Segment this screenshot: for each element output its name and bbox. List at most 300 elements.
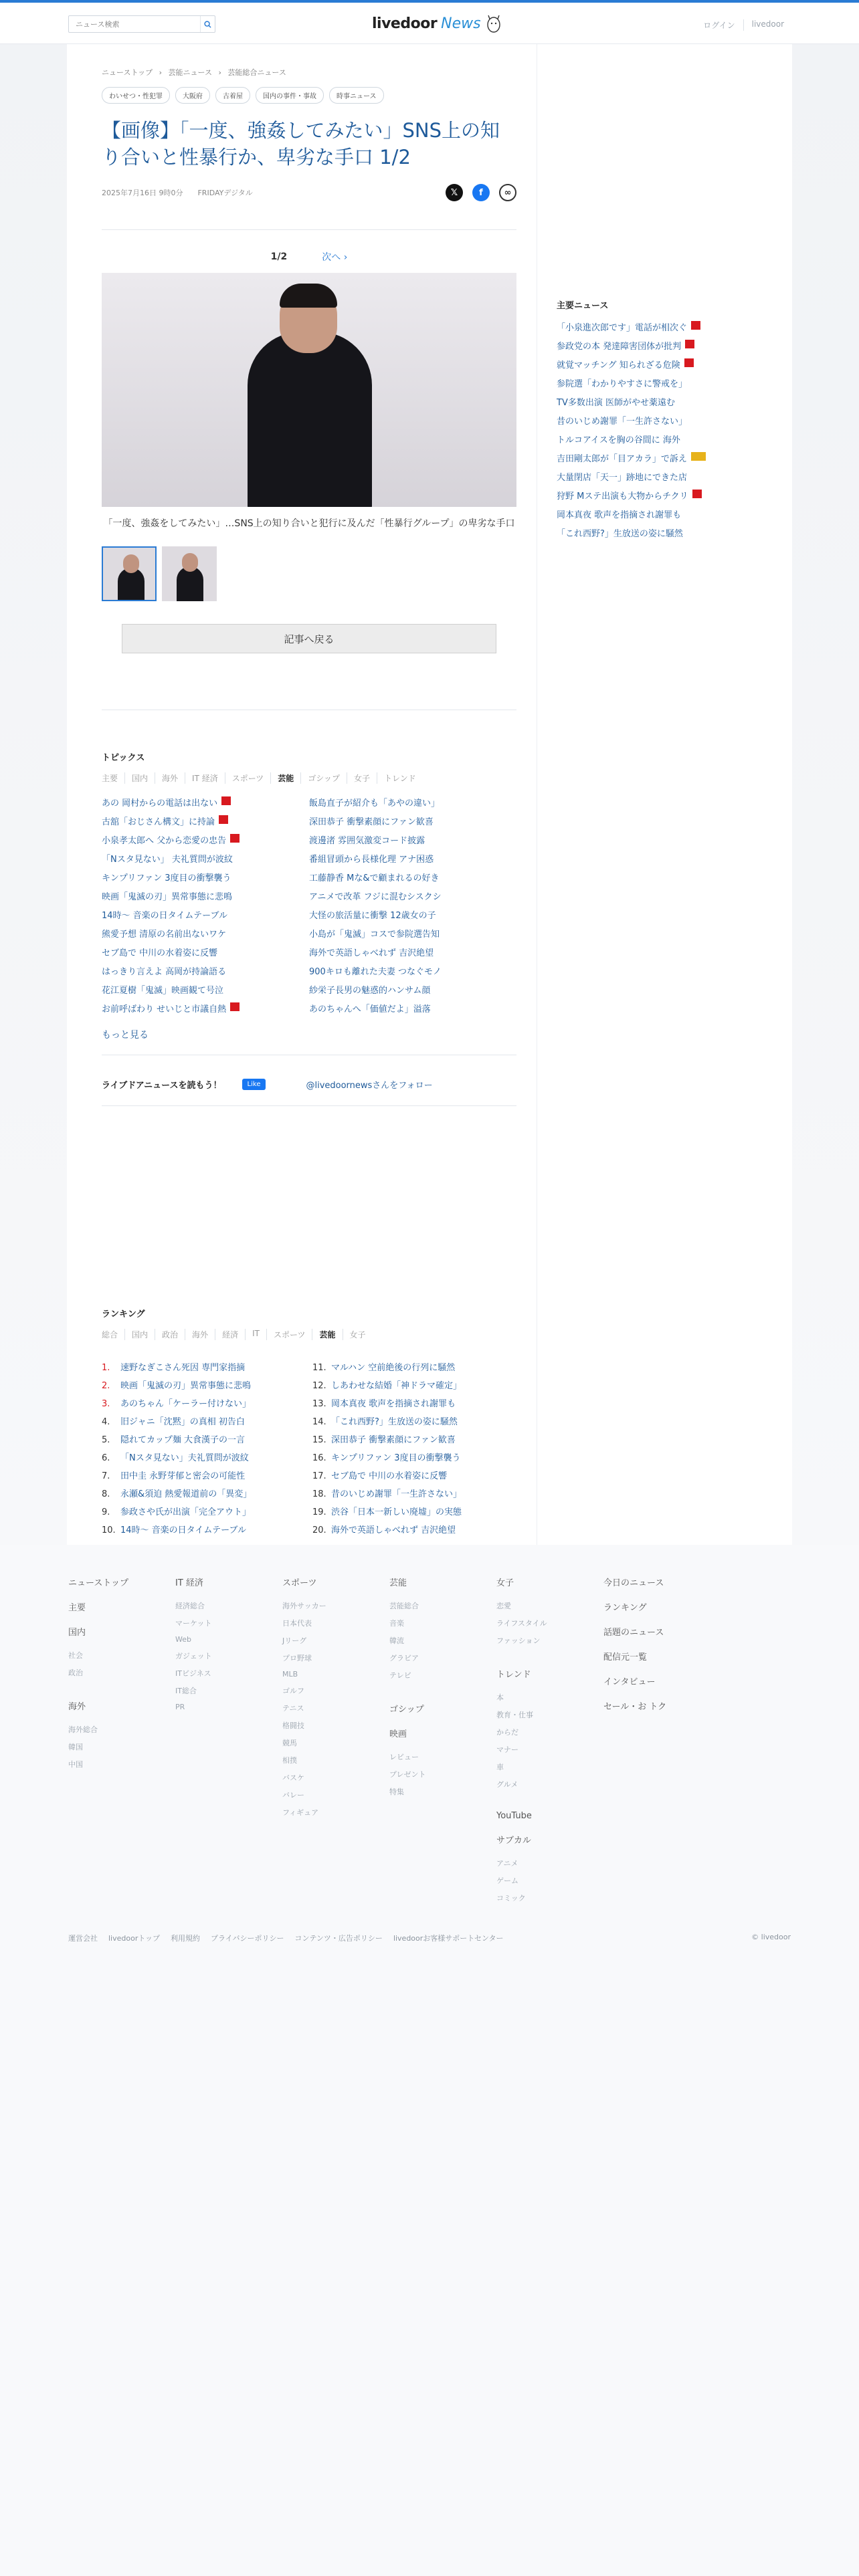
topic-item[interactable] xyxy=(102,908,309,921)
footer-link[interactable]: プロ野球 xyxy=(282,1654,312,1662)
breadcrumb-entertainment[interactable]: 芸能ニュース xyxy=(168,68,212,77)
new-badge xyxy=(685,340,694,348)
sidebar-news-item[interactable] xyxy=(557,470,731,483)
sidebar-news-item[interactable] xyxy=(557,451,731,464)
footer-heading[interactable]: 話題のニュース xyxy=(603,1628,664,1638)
footer-heading[interactable]: 主要 xyxy=(68,1603,86,1613)
footer-bottom-link[interactable]: 利用規約 xyxy=(171,1934,201,1943)
footer-link[interactable]: フィギュア xyxy=(282,1808,319,1817)
footer-bottom-link[interactable]: livedoorトップ xyxy=(108,1934,161,1943)
footer-link[interactable]: マーケット xyxy=(175,1619,212,1628)
sidebar-news-text: 就覚マッチング 知られざる危険 xyxy=(557,360,680,370)
category-tab[interactable]: 女子 xyxy=(343,1329,373,1340)
footer-link[interactable]: プレゼント xyxy=(389,1770,426,1779)
footer-bottom-link[interactable]: 運営会社 xyxy=(68,1934,98,1943)
sidebar-news-text: 参政党の本 発達障害団体が批判 xyxy=(557,342,682,352)
tag-item[interactable]: わいせつ・性犯罪 xyxy=(102,87,170,104)
site-logo[interactable] xyxy=(372,12,502,35)
footer-heading[interactable]: サブカル xyxy=(496,1836,531,1846)
rank-number: 12. xyxy=(312,1381,326,1391)
footer-bottom-link[interactable]: コンテンツ・広告ポリシー xyxy=(294,1934,383,1943)
topic-text: 14時〜 音楽の日タイムテーブル xyxy=(102,911,227,921)
footer-heading[interactable]: 映画 xyxy=(389,1729,407,1739)
new-badge xyxy=(684,358,694,367)
back-to-article-button[interactable]: 記事へ戻る xyxy=(122,624,496,653)
sidebar-news-item[interactable] xyxy=(557,377,731,389)
sidebar-news-item[interactable] xyxy=(557,526,731,539)
sidebar-news-item[interactable] xyxy=(557,508,731,520)
footer-link[interactable]: アニメ xyxy=(496,1859,518,1868)
rank-text: セブ島で 中川の水着姿に反響 xyxy=(331,1471,448,1481)
ranking-list xyxy=(102,1360,516,1535)
thumbnail-1[interactable] xyxy=(102,546,157,601)
topic-item[interactable] xyxy=(309,927,516,940)
footer-link[interactable]: グルメ xyxy=(496,1780,518,1789)
more-link[interactable]: もっと見る xyxy=(102,1030,149,1041)
topic-text: 映画「鬼滅の刃」異常事態に悲鳴 xyxy=(102,892,233,902)
rank-number: 11. xyxy=(312,1363,326,1373)
ranking-item[interactable] xyxy=(102,1360,312,1373)
page-background xyxy=(0,44,859,1549)
ranking-item[interactable] xyxy=(312,1487,516,1499)
topic-item[interactable] xyxy=(309,908,516,921)
site-footer xyxy=(0,1545,859,2576)
photo-figure-hair xyxy=(280,284,337,308)
footer-bottom xyxy=(68,1933,791,1943)
category-tab[interactable]: 政治 xyxy=(155,1329,185,1340)
social-follow xyxy=(102,1078,516,1091)
tag-item[interactable]: 時事ニュース xyxy=(329,87,384,104)
footer-link[interactable]: グラビア xyxy=(389,1654,419,1662)
footer-link[interactable]: IT総合 xyxy=(175,1687,197,1695)
rank-text: キンプリファン 3度目の衝撃襲う xyxy=(331,1453,461,1463)
thumbnail-strip xyxy=(102,546,516,601)
footer-link[interactable]: 車 xyxy=(496,1763,504,1772)
rank-number: 3. xyxy=(102,1399,110,1409)
footer-link[interactable]: コミック xyxy=(496,1894,526,1903)
pager-next[interactable] xyxy=(322,250,347,263)
rank-text: 旧ジャニ「沈黙」の真相 初告白 xyxy=(120,1417,245,1427)
ranking-item[interactable] xyxy=(102,1378,312,1391)
footer-link[interactable]: ガジェット xyxy=(175,1652,212,1660)
topic-text: 小泉孝太郎へ 父から恋愛の忠告 xyxy=(102,836,227,846)
breadcrumb-separator: › xyxy=(218,68,221,77)
topic-text: お前呼ばわり せいじと市議自熱 xyxy=(102,1004,227,1014)
tag-item[interactable]: 古着屋 xyxy=(215,87,250,104)
rank-text: 深田恭子 衝撃素顔にファン歓喜 xyxy=(331,1435,456,1445)
category-tab[interactable]: IT xyxy=(245,1329,266,1340)
topic-text: アニメで改革 フジに混むシスクシ xyxy=(309,892,442,902)
twitter-follow-link[interactable]: @livedoornewsさんをフォロー xyxy=(306,1081,433,1091)
footer-link[interactable]: 相撲 xyxy=(282,1756,297,1765)
rank-number: 16. xyxy=(312,1453,326,1463)
rank-number: 8. xyxy=(102,1489,110,1499)
footer-heading[interactable]: スポーツ xyxy=(282,1578,317,1588)
logo-text: livedoor xyxy=(372,15,438,32)
sidebar-news-text: 参院選「わかりやすさに警戒を」 xyxy=(557,379,688,389)
topic-item[interactable] xyxy=(102,964,309,977)
footer-link[interactable]: 海外サッカー xyxy=(282,1602,326,1610)
footer-link[interactable]: からだ xyxy=(496,1728,518,1737)
new-badge xyxy=(230,1002,240,1011)
footer-spacer xyxy=(496,1910,603,1925)
category-tab[interactable]: 主要 xyxy=(102,774,118,783)
sidebar-heading: 主要ニュース xyxy=(557,301,609,311)
breadcrumb xyxy=(102,44,516,78)
ranking-heading: ランキング xyxy=(102,1309,145,1319)
footer-link[interactable]: 音楽 xyxy=(389,1619,404,1628)
sidebar xyxy=(557,298,731,545)
footer-link[interactable]: 海外総合 xyxy=(68,1725,98,1734)
footer-heading[interactable]: セール・お トク xyxy=(603,1702,667,1712)
topic-item[interactable] xyxy=(309,833,516,846)
footer-column xyxy=(68,1576,175,1925)
footer-heading[interactable]: 海外 xyxy=(68,1702,86,1712)
footer-link[interactable]: テニス xyxy=(282,1704,304,1713)
topics-list xyxy=(102,796,516,1014)
rank-text: 「Nスタ見ない」夫礼質問が波紋 xyxy=(120,1453,249,1463)
mascot-icon xyxy=(485,13,502,34)
rank-text: 速野なぎこさん死因 専門家指摘 xyxy=(120,1363,246,1373)
category-tab[interactable]: 海外 xyxy=(155,772,185,784)
sidebar-news-item[interactable] xyxy=(557,395,731,408)
footer-link[interactable]: 特集 xyxy=(389,1788,404,1796)
category-tab[interactable]: 芸能 xyxy=(270,772,300,784)
category-tab[interactable]: 海外 xyxy=(185,1329,215,1340)
footer-link[interactable]: レビュー xyxy=(389,1753,419,1761)
rank-text: 参政さや氏が出演「完全アウト」 xyxy=(120,1507,252,1517)
rank-number: 5. xyxy=(102,1435,110,1445)
chevron-right-icon: › xyxy=(343,252,348,263)
article-photo xyxy=(102,273,516,507)
category-tab[interactable]: 国内 xyxy=(124,1329,155,1340)
footer-link[interactable]: バレー xyxy=(282,1791,304,1800)
search-box xyxy=(68,15,215,33)
sidebar-list xyxy=(557,320,731,539)
new-badge xyxy=(219,815,228,824)
sidebar-news-text: 岡本真夜 歌声を指摘され謝罪も xyxy=(557,510,682,520)
footer-link[interactable]: ITビジネス xyxy=(175,1669,211,1678)
footer-link[interactable]: ゴルフ xyxy=(282,1687,304,1695)
footer-column xyxy=(175,1576,282,1925)
search-icon xyxy=(204,21,211,28)
rank-number: 1. xyxy=(102,1363,110,1373)
ranking-item[interactable] xyxy=(102,1396,312,1409)
topic-text: 渡邊渚 雰囲気激変コード披露 xyxy=(309,836,425,846)
footer-link[interactable]: 日本代表 xyxy=(282,1619,312,1628)
sidebar-news-text: 昔のいじめ謝罪「一生許さない」 xyxy=(557,417,688,427)
article-meta xyxy=(102,184,516,201)
topic-item[interactable] xyxy=(102,815,309,827)
footer-column xyxy=(389,1576,496,1925)
topic-item[interactable] xyxy=(309,852,516,865)
footer-heading[interactable]: IT 経済 xyxy=(175,1578,203,1588)
rank-number: 4. xyxy=(102,1417,110,1427)
topics-heading: トピックス xyxy=(102,753,145,763)
footer-link[interactable]: PR xyxy=(175,1703,185,1711)
sidebar-news-item[interactable] xyxy=(557,339,731,352)
topic-text: はっきり言えよ 高岡が持論語る xyxy=(102,967,227,977)
footer-spacer xyxy=(68,1776,175,1791)
footer-spacer xyxy=(282,1824,389,1839)
sidebar-news-item[interactable] xyxy=(557,320,731,333)
topic-text: セブ島で 中川の水着姿に反響 xyxy=(102,948,218,958)
site-header xyxy=(0,3,859,44)
footer-link[interactable]: 中国 xyxy=(68,1760,83,1769)
sidebar-news-text: TV多数出演 医師がやせ薬遠む xyxy=(557,398,675,408)
ranking-item[interactable] xyxy=(312,1469,516,1481)
sidebar-news-text: 「これ西野?」生放送の姿に騒然 xyxy=(557,529,683,539)
footer-heading[interactable]: ゴシップ xyxy=(389,1705,424,1715)
rank-number: 17. xyxy=(312,1471,326,1481)
topic-item[interactable] xyxy=(309,1002,516,1014)
topic-item[interactable] xyxy=(102,833,309,846)
footer-column xyxy=(282,1576,389,1925)
rank-number: 9. xyxy=(102,1507,110,1517)
category-tab[interactable]: トレンド xyxy=(377,772,423,784)
footer-heading[interactable]: 配信元一覧 xyxy=(603,1652,648,1662)
sidebar-news-text: 狩野 Mステ出演も大物からチクリ xyxy=(557,492,688,502)
rank-number: 7. xyxy=(102,1471,110,1481)
footer-heading[interactable]: インタビュー xyxy=(603,1677,656,1687)
sidebar-news-item[interactable] xyxy=(557,358,731,370)
social-title: ライブドアニュースを読もう！ xyxy=(102,1081,222,1091)
breadcrumb-news-top[interactable]: ニューストップ xyxy=(102,68,153,77)
topic-item[interactable] xyxy=(309,964,516,977)
thumbnail-2[interactable] xyxy=(162,546,217,601)
topics-tabs xyxy=(102,772,516,784)
footer-link[interactable]: MLB xyxy=(282,1670,298,1679)
x-icon[interactable]: 𝕏 xyxy=(446,184,463,201)
footer-heading[interactable]: トレンド xyxy=(496,1670,531,1680)
category-tab[interactable]: 総合 xyxy=(102,1330,118,1339)
rank-number: 20. xyxy=(312,1525,326,1535)
topic-item[interactable] xyxy=(309,983,516,996)
rank-number: 14. xyxy=(312,1417,326,1427)
footer-link[interactable]: 恋愛 xyxy=(496,1602,511,1610)
topic-text: 花江夏樹「鬼滅」映画観て号泣 xyxy=(102,986,224,996)
footer-heading[interactable]: 芸能 xyxy=(389,1578,407,1588)
facebook-icon[interactable]: f xyxy=(472,184,490,201)
thumb-head xyxy=(123,554,139,573)
ad-space xyxy=(102,1106,516,1307)
hot-badge xyxy=(691,452,706,461)
rank-number: 19. xyxy=(312,1507,326,1517)
ranking-item[interactable] xyxy=(102,1487,312,1499)
footer-link[interactable]: ゲーム xyxy=(496,1876,518,1885)
ranking-item[interactable] xyxy=(312,1414,516,1427)
footer-link[interactable]: 社会 xyxy=(68,1651,83,1660)
footer-link[interactable]: 経済総合 xyxy=(175,1602,205,1610)
photo-figure-body xyxy=(248,332,372,507)
tag-item[interactable]: 国内の事件・事故 xyxy=(256,87,324,104)
ranking-item[interactable] xyxy=(312,1451,516,1463)
share-buttons xyxy=(446,184,516,201)
ranking-tabs xyxy=(102,1329,516,1340)
rank-number: 6. xyxy=(102,1453,110,1463)
logo-sub: News xyxy=(441,15,481,32)
divider xyxy=(102,229,516,230)
topic-item[interactable] xyxy=(102,1002,309,1014)
footer-spacer xyxy=(68,1685,175,1699)
article-source[interactable]: FRIDAYデジタル xyxy=(197,189,253,197)
breadcrumb-entertainment-general[interactable]: 芸能総合ニュース xyxy=(227,68,286,77)
topic-item[interactable] xyxy=(309,815,516,827)
footer-link[interactable]: 韓流 xyxy=(389,1636,404,1645)
rank-text: 渋谷「日本一新しい廃墟」の実態 xyxy=(331,1507,462,1517)
category-tab[interactable]: スポーツ xyxy=(266,1329,312,1340)
category-tab[interactable]: 経済 xyxy=(215,1329,245,1340)
footer-spacer xyxy=(496,1652,603,1667)
ranking-item[interactable] xyxy=(102,1451,312,1463)
rank-text: マルハン 空前絶後の行列に騒然 xyxy=(331,1363,456,1373)
footer-link[interactable]: 韓国 xyxy=(68,1743,83,1751)
footer-heading[interactable]: ランキング xyxy=(603,1603,647,1613)
ranking-item[interactable] xyxy=(312,1378,516,1391)
topic-item[interactable] xyxy=(102,871,309,883)
topic-text: 熊愛予想 清原の名前出ないワケ xyxy=(102,930,227,940)
livedoor-link[interactable]: livedoor xyxy=(743,19,792,31)
footer-link[interactable]: 政治 xyxy=(68,1669,83,1677)
footer-link[interactable]: 芸能総合 xyxy=(389,1602,419,1610)
rank-text: 映画「鬼滅の刃」異常事態に悲鳴 xyxy=(120,1381,252,1391)
footer-heading[interactable]: YouTube xyxy=(496,1811,532,1821)
footer-heading[interactable]: 女子 xyxy=(496,1578,514,1588)
sidebar-news-text: 吉田剛太郎が「目アカラ」で訴え xyxy=(557,454,687,464)
footer-heading[interactable]: 今日のニュース xyxy=(603,1578,664,1588)
main-content xyxy=(102,44,516,1535)
link-icon[interactable]: ∞ xyxy=(499,184,516,201)
topic-text: キンプリファン 3度目の衝撃襲う xyxy=(102,873,231,883)
footer-bottom-link[interactable]: livedoorお客様サポートセンター xyxy=(393,1934,504,1943)
ranking-item[interactable] xyxy=(102,1414,312,1427)
ranking-item[interactable] xyxy=(312,1396,516,1409)
footer-link[interactable]: ファッション xyxy=(496,1636,541,1645)
ranking-item[interactable] xyxy=(102,1432,312,1445)
topic-text: 海外で英語しゃべれず 吉沢絶望 xyxy=(309,948,434,958)
sidebar-news-item[interactable] xyxy=(557,489,731,502)
rank-text: あのちゃん「ケーラー付けない」 xyxy=(120,1399,252,1409)
ranking-item[interactable] xyxy=(102,1523,312,1535)
rank-text: 昔のいじめ謝罪「一生許さない」 xyxy=(331,1489,462,1499)
footer-spacer xyxy=(389,1687,496,1702)
rank-text: 田中圭 永野芽郁と密会の可能性 xyxy=(120,1471,246,1481)
ranking-item[interactable] xyxy=(312,1505,516,1517)
footer-link[interactable]: Jリーグ xyxy=(282,1636,307,1645)
tag-item[interactable]: 大阪府 xyxy=(175,87,210,104)
topic-item[interactable] xyxy=(309,946,516,958)
footer-spacer xyxy=(389,1804,496,1818)
footer-link[interactable]: 格闘技 xyxy=(282,1721,304,1730)
footer-link[interactable]: バスケ xyxy=(282,1774,304,1782)
article-date: 2025年7月16日 9時0分 xyxy=(102,189,183,197)
thumb-head xyxy=(182,553,198,572)
rank-text: 14時〜 音楽の日タイムテーブル xyxy=(120,1525,246,1535)
footer-spacer xyxy=(175,1718,282,1733)
footer-columns xyxy=(68,1576,710,1925)
category-tab[interactable]: IT 経済 xyxy=(185,772,225,784)
footer-link[interactable]: 本 xyxy=(496,1693,504,1702)
rank-text: しあわせな結婚「神ドラマ確定」 xyxy=(331,1381,462,1391)
ranking-item[interactable] xyxy=(102,1469,312,1481)
ranking-item[interactable] xyxy=(312,1523,516,1535)
category-tab[interactable]: ゴシップ xyxy=(300,772,347,784)
category-tab[interactable]: 芸能 xyxy=(312,1329,342,1340)
new-badge xyxy=(230,834,240,843)
sidebar-news-item[interactable] xyxy=(557,433,731,445)
topic-item[interactable] xyxy=(102,983,309,996)
rank-number: 2. xyxy=(102,1381,110,1391)
topic-item[interactable] xyxy=(309,889,516,902)
category-tab[interactable]: スポーツ xyxy=(225,772,271,784)
ranking-item[interactable] xyxy=(312,1360,516,1373)
footer-link[interactable]: 競馬 xyxy=(282,1739,297,1747)
topic-text: 小島が「鬼滅」コスで参院選告知 xyxy=(309,930,440,940)
pager-next-label: 次へ xyxy=(322,252,341,263)
rank-number: 10. xyxy=(102,1525,116,1535)
footer-link[interactable]: テレビ xyxy=(389,1671,411,1680)
image-pager xyxy=(102,250,516,263)
footer-column xyxy=(603,1576,710,1925)
category-tab[interactable]: 女子 xyxy=(347,772,377,784)
topic-item[interactable] xyxy=(309,871,516,883)
topic-text: 「Nスタ見ない」 夫礼質問が波紋 xyxy=(102,855,233,865)
ranking-item[interactable] xyxy=(312,1432,516,1445)
topic-text: 飯島直子が紹介も「あやの違い」 xyxy=(309,798,440,809)
footer-link[interactable]: Web xyxy=(175,1635,191,1644)
topic-item[interactable] xyxy=(102,889,309,902)
footer-link[interactable]: ライフスタイル xyxy=(496,1619,547,1628)
header-nav xyxy=(695,19,792,31)
copyright: © livedoor xyxy=(751,1933,791,1941)
topic-item[interactable] xyxy=(102,946,309,958)
footer-link[interactable]: マナー xyxy=(496,1745,518,1754)
new-badge xyxy=(692,490,702,498)
sidebar-news-text: 「小泉進次郎です」電話が相次ぐ xyxy=(557,323,688,333)
facebook-like-button[interactable]: Like xyxy=(242,1079,266,1090)
search-button[interactable] xyxy=(200,16,215,32)
article-title: 【画像】「一度、強姦してみたい」SNS上の知り合いと性暴行か、卑劣な手口 1/2 xyxy=(102,119,500,169)
photo-caption: 「一度、強姦をしてみたい」…SNS上の知り合いと犯行に及んだ「性暴行グループ」の卑劣な手口 xyxy=(103,518,515,529)
topic-item[interactable] xyxy=(102,796,309,809)
footer-heading[interactable]: 国内 xyxy=(68,1628,86,1638)
footer-heading[interactable]: ニューストップ xyxy=(68,1578,128,1588)
rank-text: 岡本真夜 歌声を指摘され謝罪も xyxy=(331,1399,456,1409)
ranking-item[interactable] xyxy=(102,1505,312,1517)
topic-item[interactable] xyxy=(309,796,516,809)
search-input[interactable] xyxy=(69,16,200,32)
rank-text: 「これ西野?」生放送の姿に騒然 xyxy=(331,1417,458,1427)
topic-text: あのちゃんへ「価値だよ」溢落 xyxy=(309,1004,431,1014)
topic-text: 大怪の旅活量に衝撃 12歳女の子 xyxy=(309,911,436,921)
topic-item[interactable] xyxy=(102,852,309,865)
category-tab[interactable]: 国内 xyxy=(124,772,155,784)
topic-item[interactable] xyxy=(102,927,309,940)
rank-text: 隠れてカップ麺 大食漢子の一言 xyxy=(120,1435,246,1445)
login-link[interactable]: ログイン xyxy=(703,21,735,30)
footer-bottom-link[interactable]: プライバシーポリシー xyxy=(211,1934,284,1943)
sidebar-news-item[interactable] xyxy=(557,414,731,427)
new-badge xyxy=(221,796,231,805)
topic-text: 紗栄子長男の魅惑的ハンサム顔 xyxy=(309,986,431,996)
topic-text: 深田恭子 衝撃素顔にファン歓喜 xyxy=(309,817,434,827)
new-badge xyxy=(691,321,700,330)
footer-spacer xyxy=(496,1796,603,1811)
rank-number: 18. xyxy=(312,1489,326,1499)
sidebar-news-text: 大量閉店「天一」跡地にできた店 xyxy=(557,473,688,483)
topic-text: あの 岡村からの電話は出ない xyxy=(102,798,218,809)
footer-link[interactable]: 教育・仕事 xyxy=(496,1711,533,1719)
